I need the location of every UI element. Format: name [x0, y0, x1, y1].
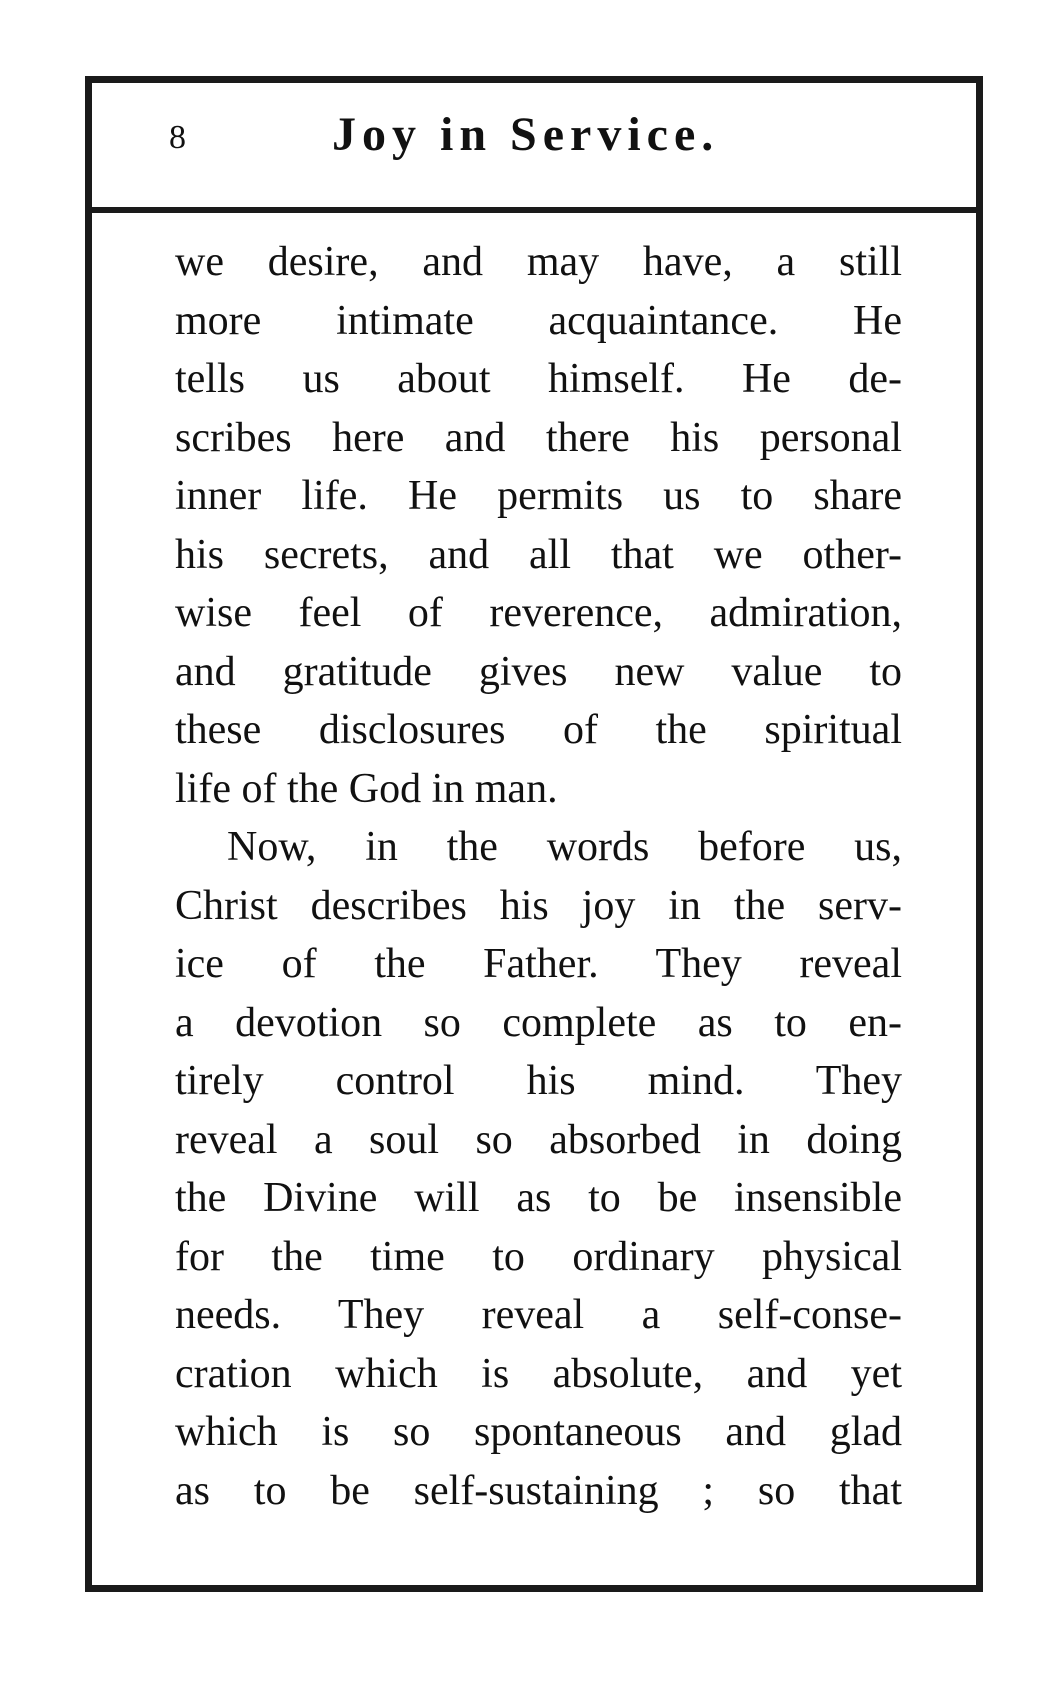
- text-line: tells us about himself. He de-: [175, 356, 902, 402]
- text-line: inner life. He permits us to share: [175, 473, 902, 519]
- text-line: scribes here and there his personal: [175, 414, 902, 461]
- page-number: 8: [169, 119, 186, 156]
- paragraph-1: [175, 233, 902, 818]
- text-line: wise feel of reverence, admiration,: [175, 590, 902, 636]
- text-line: the Divine will as to be insensible: [175, 1175, 902, 1221]
- running-title: Joy in Service.: [332, 108, 720, 161]
- text-line: which is so spontaneous and glad: [175, 1409, 902, 1455]
- text-line: for the time to ordinary physical: [175, 1233, 902, 1280]
- body-text: [175, 233, 902, 1520]
- paragraph-2: [175, 818, 902, 1520]
- page-border: [85, 76, 983, 1592]
- text-line: and gratitude gives new value to: [175, 648, 902, 695]
- running-header: [92, 83, 976, 213]
- text-line: these disclosures of the spiritual: [175, 707, 902, 753]
- text-line: his secrets, and all that we other-: [175, 531, 902, 578]
- text-line: a devotion so complete as to en-: [175, 999, 902, 1046]
- text-line: ice of the Father. They reveal: [175, 941, 902, 987]
- text-line: reveal a soul so absorbed in doing: [175, 1116, 902, 1163]
- text-line: Now, in the words before us,: [227, 824, 902, 870]
- text-line: needs. They reveal a self-conse-: [175, 1292, 902, 1338]
- text-line: more intimate acquaintance. He: [175, 297, 902, 344]
- text-line: Christ describes his joy in the serv-: [175, 882, 902, 929]
- text-line: tirely control his mind. They: [175, 1058, 902, 1104]
- text-line: life of the God in man.: [175, 765, 558, 812]
- text-line: as to be self-sustaining ; so that: [175, 1467, 902, 1514]
- text-line: we desire, and may have, a still: [175, 239, 902, 285]
- text-line: cration which is absolute, and yet: [175, 1350, 902, 1397]
